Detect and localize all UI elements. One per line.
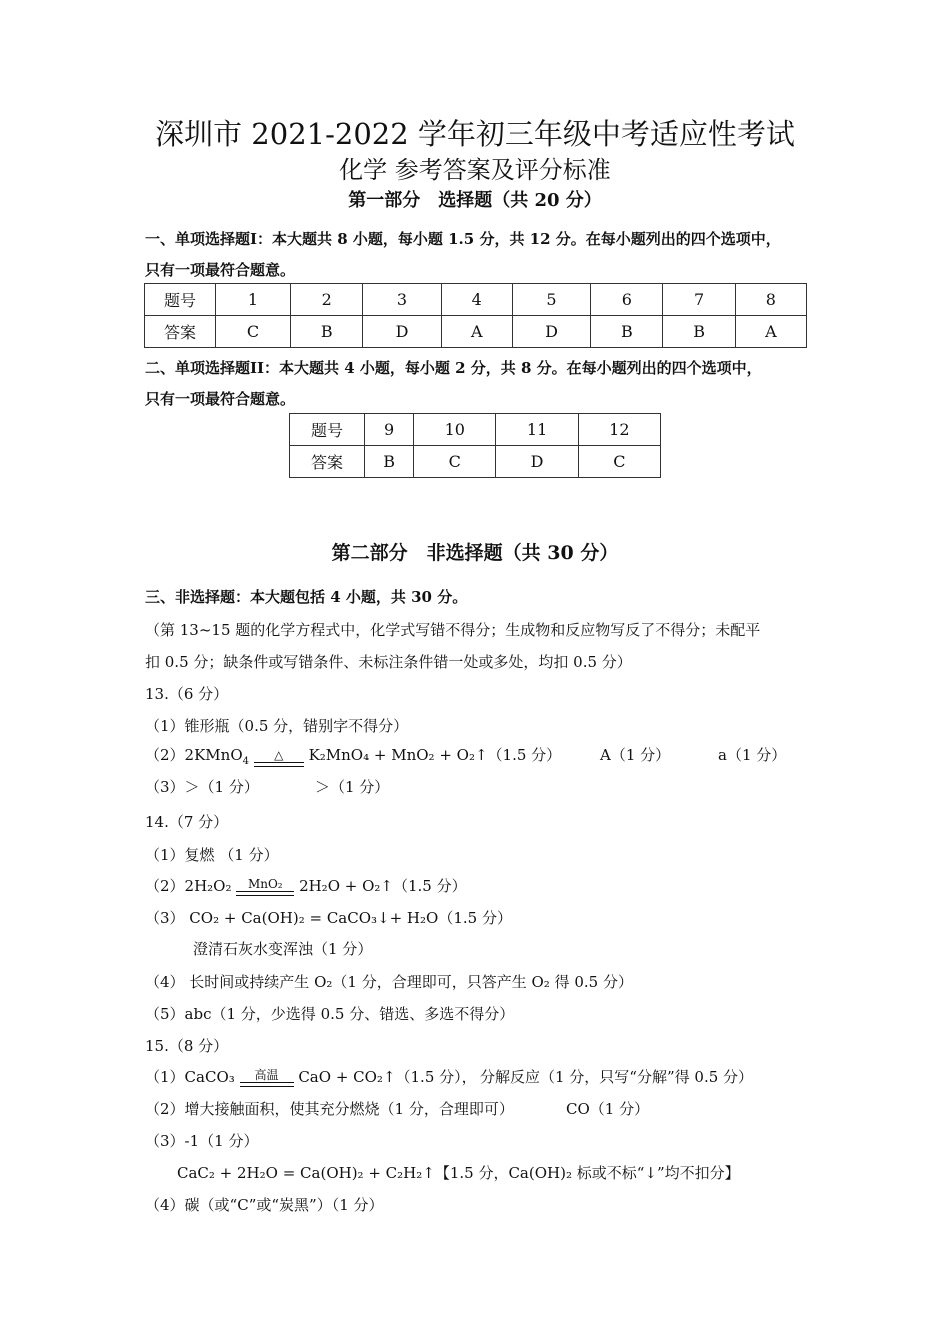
part2-heading: 第二部分 非选择题（共 30 分） [331,542,619,564]
table-cell: 9 [365,414,414,446]
table-cell: 2 [291,284,363,316]
table-cell: 7 [663,284,735,316]
q2-instruction-line2: 只有一项最符合题意。 [145,390,296,408]
q1-instruction-line2: 只有一项最符合题意。 [145,261,296,279]
q13-answer-3b: ＞（1 分） [315,778,390,796]
q15-answer-1 [145,1066,477,1087]
answer-table-1 [144,283,807,348]
table-cell: D [363,316,441,348]
equation-products: K₂MnO₄ + MnO₂ + O₂↑（1.5 分） [308,746,562,764]
table-cell: 12 [578,414,660,446]
table-cell: C [414,446,496,478]
q13-answer-2b: A（1 分） [600,746,671,764]
table-cell: C [216,316,291,348]
equation-products: 2H₂O + O₂↑（1.5 分） [299,877,467,895]
reaction-condition [236,878,294,896]
table-cell: A [441,316,512,348]
q15-answer-2: （2）增大接触面积，使其充分燃烧（1 分，合理即可） [145,1100,514,1118]
table-cell: C [578,446,660,478]
reaction-condition [254,749,304,767]
table-cell: 答案 [290,446,365,478]
q14-answer-2 [145,875,467,896]
table-cell: B [663,316,735,348]
part2-note-line2: 扣 0.5 分；缺条件或写错条件、未标注条件错一处或多处，均扣 0.5 分） [145,653,632,671]
table-row [145,284,807,316]
equation-reactant: （2）2KMnO [145,746,243,764]
table-cell: B [365,446,414,478]
high-temp-label: 高温 [254,1068,279,1082]
page-subtitle: 化学 参考答案及评分标准 [339,156,611,184]
table-cell: D [496,446,578,478]
q14-answer-5: （5）abc（1 分，少选得 0.5 分、错选、多选不得分） [145,1005,515,1023]
q15-answer-3: （3）-1（1 分） [145,1132,259,1150]
table-cell: 5 [512,284,590,316]
q13-answer-1: （1）锥形瓶（0.5 分，错别字不得分） [145,717,409,735]
table-row [290,414,661,446]
heat-symbol: △ [274,748,284,762]
answer-table-2 [289,413,661,478]
table-row [145,316,807,348]
q2-instruction-line1: 二、单项选择题II：本大题共 4 小题，每小题 2 分，共 8 分。在每小题列出的四个选项中， [145,359,762,377]
q15-answer-1b: 分解反应（1 分，只写“分解”得 0.5 分） [480,1068,754,1086]
table-cell: B [291,316,363,348]
part2-note-line1: （第 13~15 题的化学方程式中，化学式写错不得分；生成物和反应物写反了不得分；未配平 [145,621,761,639]
page-title: 深圳市 2021-2022 学年初三年级中考适应性考试 [155,117,795,151]
equation-reactant: （1）CaCO₃ [145,1068,235,1086]
equals-bars [240,1082,294,1087]
table-cell: A [735,316,806,348]
q14-answer-4: （4） 长时间或持续产生 O₂（1 分，合理即可，只答产生 O₂ 得 0.5 分） [145,973,633,991]
equals-bars [236,891,294,896]
table-cell: 6 [591,284,663,316]
table-cell: 11 [496,414,578,446]
part1-heading: 第一部分 选择题（共 20 分） [348,190,602,211]
equation-reactant: （2）2H₂O₂ [145,877,232,895]
q15-answer-2b: CO（1 分） [566,1100,650,1118]
q14-answer-1: （1）复燃 （1 分） [145,846,279,864]
reaction-condition [240,1069,294,1087]
equals-bars [254,762,304,767]
q13-heading: 13.（6 分） [145,685,229,703]
table-cell: 题号 [145,284,216,316]
table-cell: B [591,316,663,348]
catalyst-label: MnO₂ [247,877,283,891]
q15-heading: 15.（8 分） [145,1037,229,1055]
table-cell: 4 [441,284,512,316]
q13-answer-3a: （3）＞（1 分） [145,778,259,796]
q14-answer-3b: 澄清石灰水变浑浊（1 分） [193,940,373,958]
q13-answer-2c: a（1 分） [718,746,787,764]
part2-intro: 三、非选择题：本大题包括 4 小题，共 30 分。 [145,588,468,606]
q1-instruction-line1: 一、单项选择题I：本大题共 8 小题，每小题 1.5 分，共 12 分。在每小题列出的四个选项中， [145,230,781,248]
table-cell: 10 [414,414,496,446]
q15-answer-3b: CaC₂ + 2H₂O = Ca(OH)₂ + C₂H₂↑【1.5 分，Ca(OH)₂ 标或不标“↓”均不扣分】 [177,1164,740,1182]
table-cell: 8 [735,284,806,316]
q14-heading: 14.（7 分） [145,813,229,831]
table-row [290,446,661,478]
q13-answer-2: （2）2KMnO$_4$ △ K₂MnO₄ + MnO₂ + O₂↑（1.5 分） [145,746,562,767]
table-cell: 题号 [290,414,365,446]
equation-products: CaO + CO₂↑（1.5 分）， [298,1068,477,1086]
table-cell: 1 [216,284,291,316]
q14-answer-3: （3） CO₂ + Ca(OH)₂ = CaCO₃↓+ H₂O（1.5 分） [145,909,512,927]
table-cell: 3 [363,284,441,316]
table-cell: D [512,316,590,348]
q15-answer-4: （4）碳（或“C”或“炭黑”）（1 分） [145,1196,384,1214]
table-cell: 答案 [145,316,216,348]
